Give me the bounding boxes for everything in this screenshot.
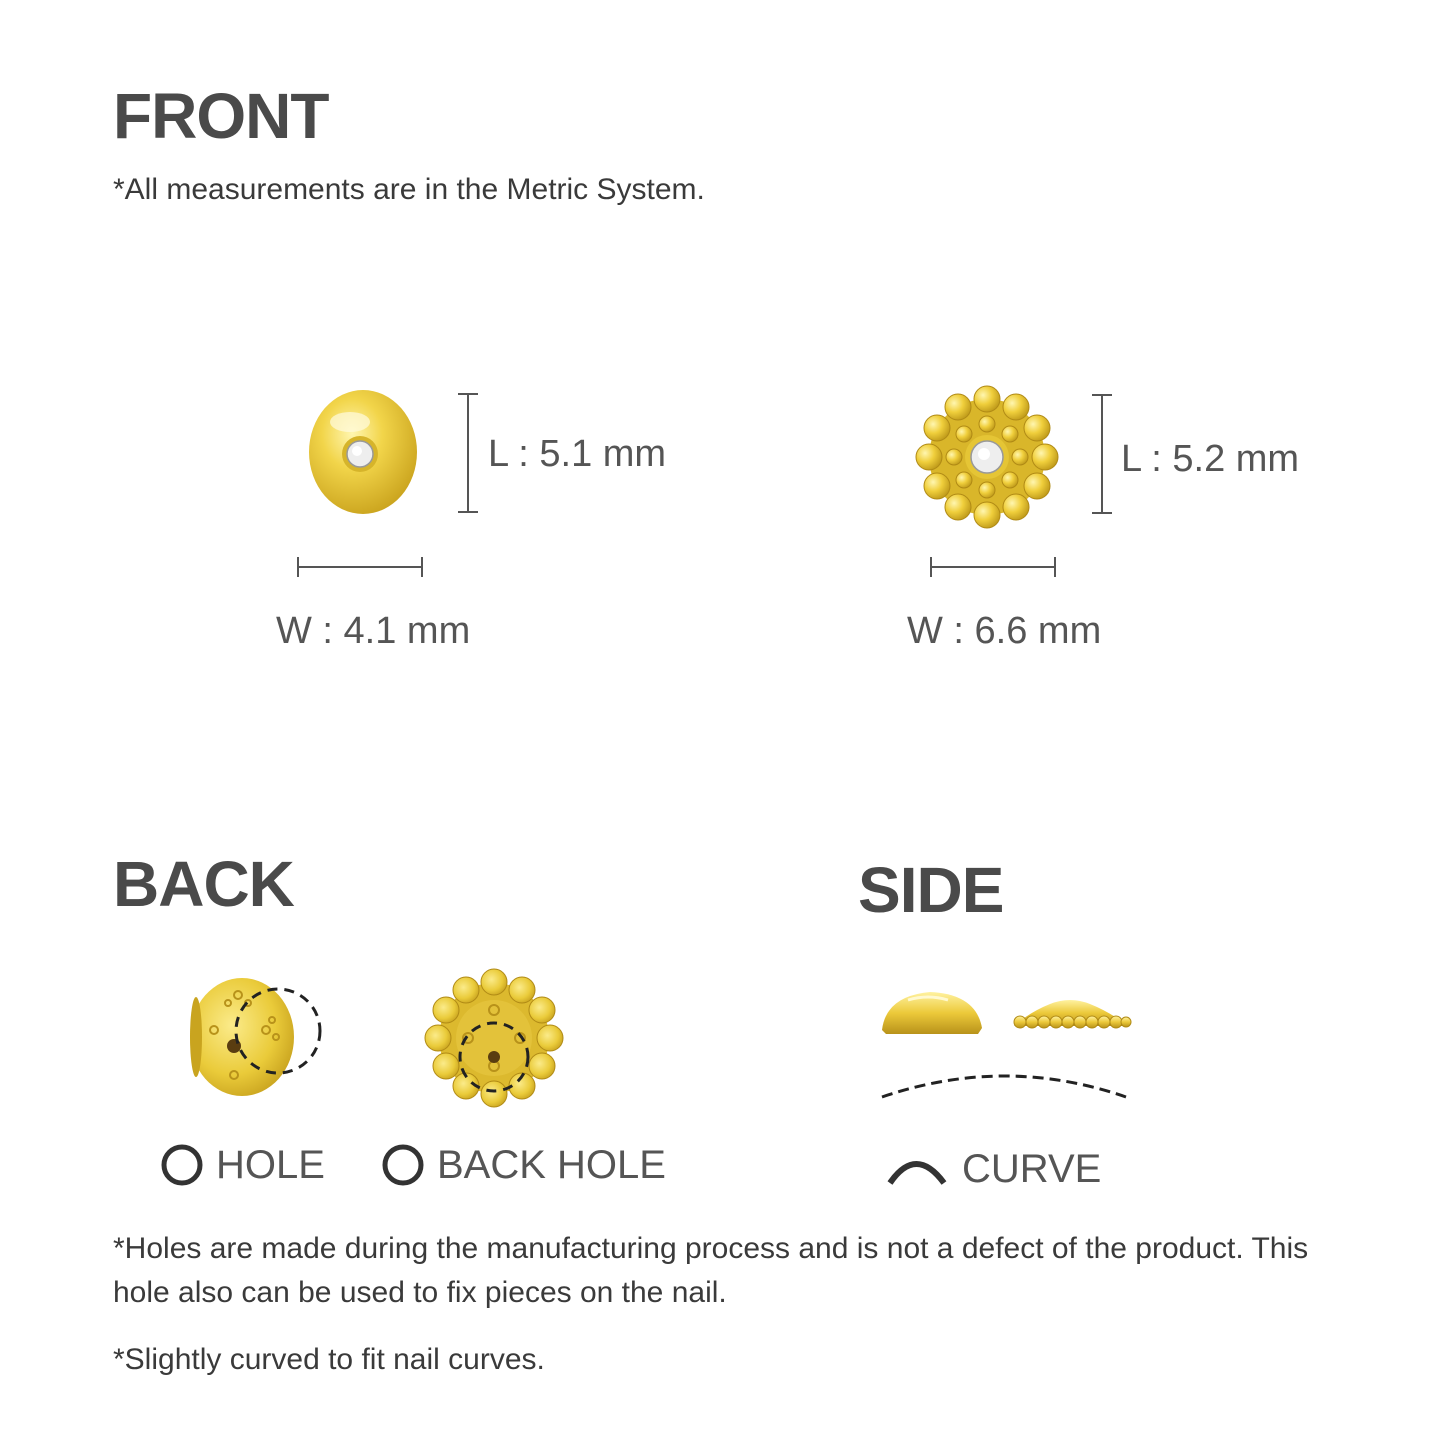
legend-back-hole-label: BACK HOLE — [437, 1143, 666, 1187]
back-heading: BACK — [113, 848, 294, 920]
length-label: L : 5.1 mm — [488, 433, 667, 475]
metric-note: *All measurements are in the Metric System. — [113, 173, 705, 206]
length-bracket — [1089, 393, 1119, 517]
front-heading: FRONT — [113, 80, 329, 152]
flower-stud-back-image — [424, 968, 564, 1108]
length-label: L : 5.2 mm — [1121, 438, 1300, 480]
oval-stud-back-image — [186, 975, 326, 1100]
holes-footnote: *Holes are made during the manufacturing process and is not a defect of the product. This hole also can be used to fix pieces on the nail. — [113, 1232, 1309, 1309]
curve-footnote: *Slightly curved to fit nail curves. — [113, 1343, 545, 1376]
flower-stud-side-image — [1010, 994, 1132, 1034]
length-bracket — [455, 392, 485, 516]
legend-curve-label: CURVE — [962, 1147, 1102, 1191]
circle-outline-icon — [381, 1143, 425, 1187]
flower-stud-front-image — [914, 384, 1060, 530]
legend-hole — [160, 1143, 325, 1187]
circle-outline-icon — [160, 1143, 204, 1187]
width-bracket — [296, 555, 426, 579]
width-label: W : 4.1 mm — [276, 610, 471, 652]
oval-stud-front-image — [300, 382, 430, 522]
arc-icon — [886, 1149, 950, 1189]
oval-stud-side-image — [878, 988, 988, 1038]
curve-dashed-line — [880, 1065, 1130, 1105]
width-label: W : 6.6 mm — [907, 610, 1102, 652]
width-bracket — [929, 555, 1059, 579]
legend-hole-label: HOLE — [216, 1143, 325, 1187]
legend-curve — [886, 1149, 1101, 1189]
legend-back-hole — [381, 1143, 666, 1187]
side-heading: SIDE — [858, 854, 1004, 926]
